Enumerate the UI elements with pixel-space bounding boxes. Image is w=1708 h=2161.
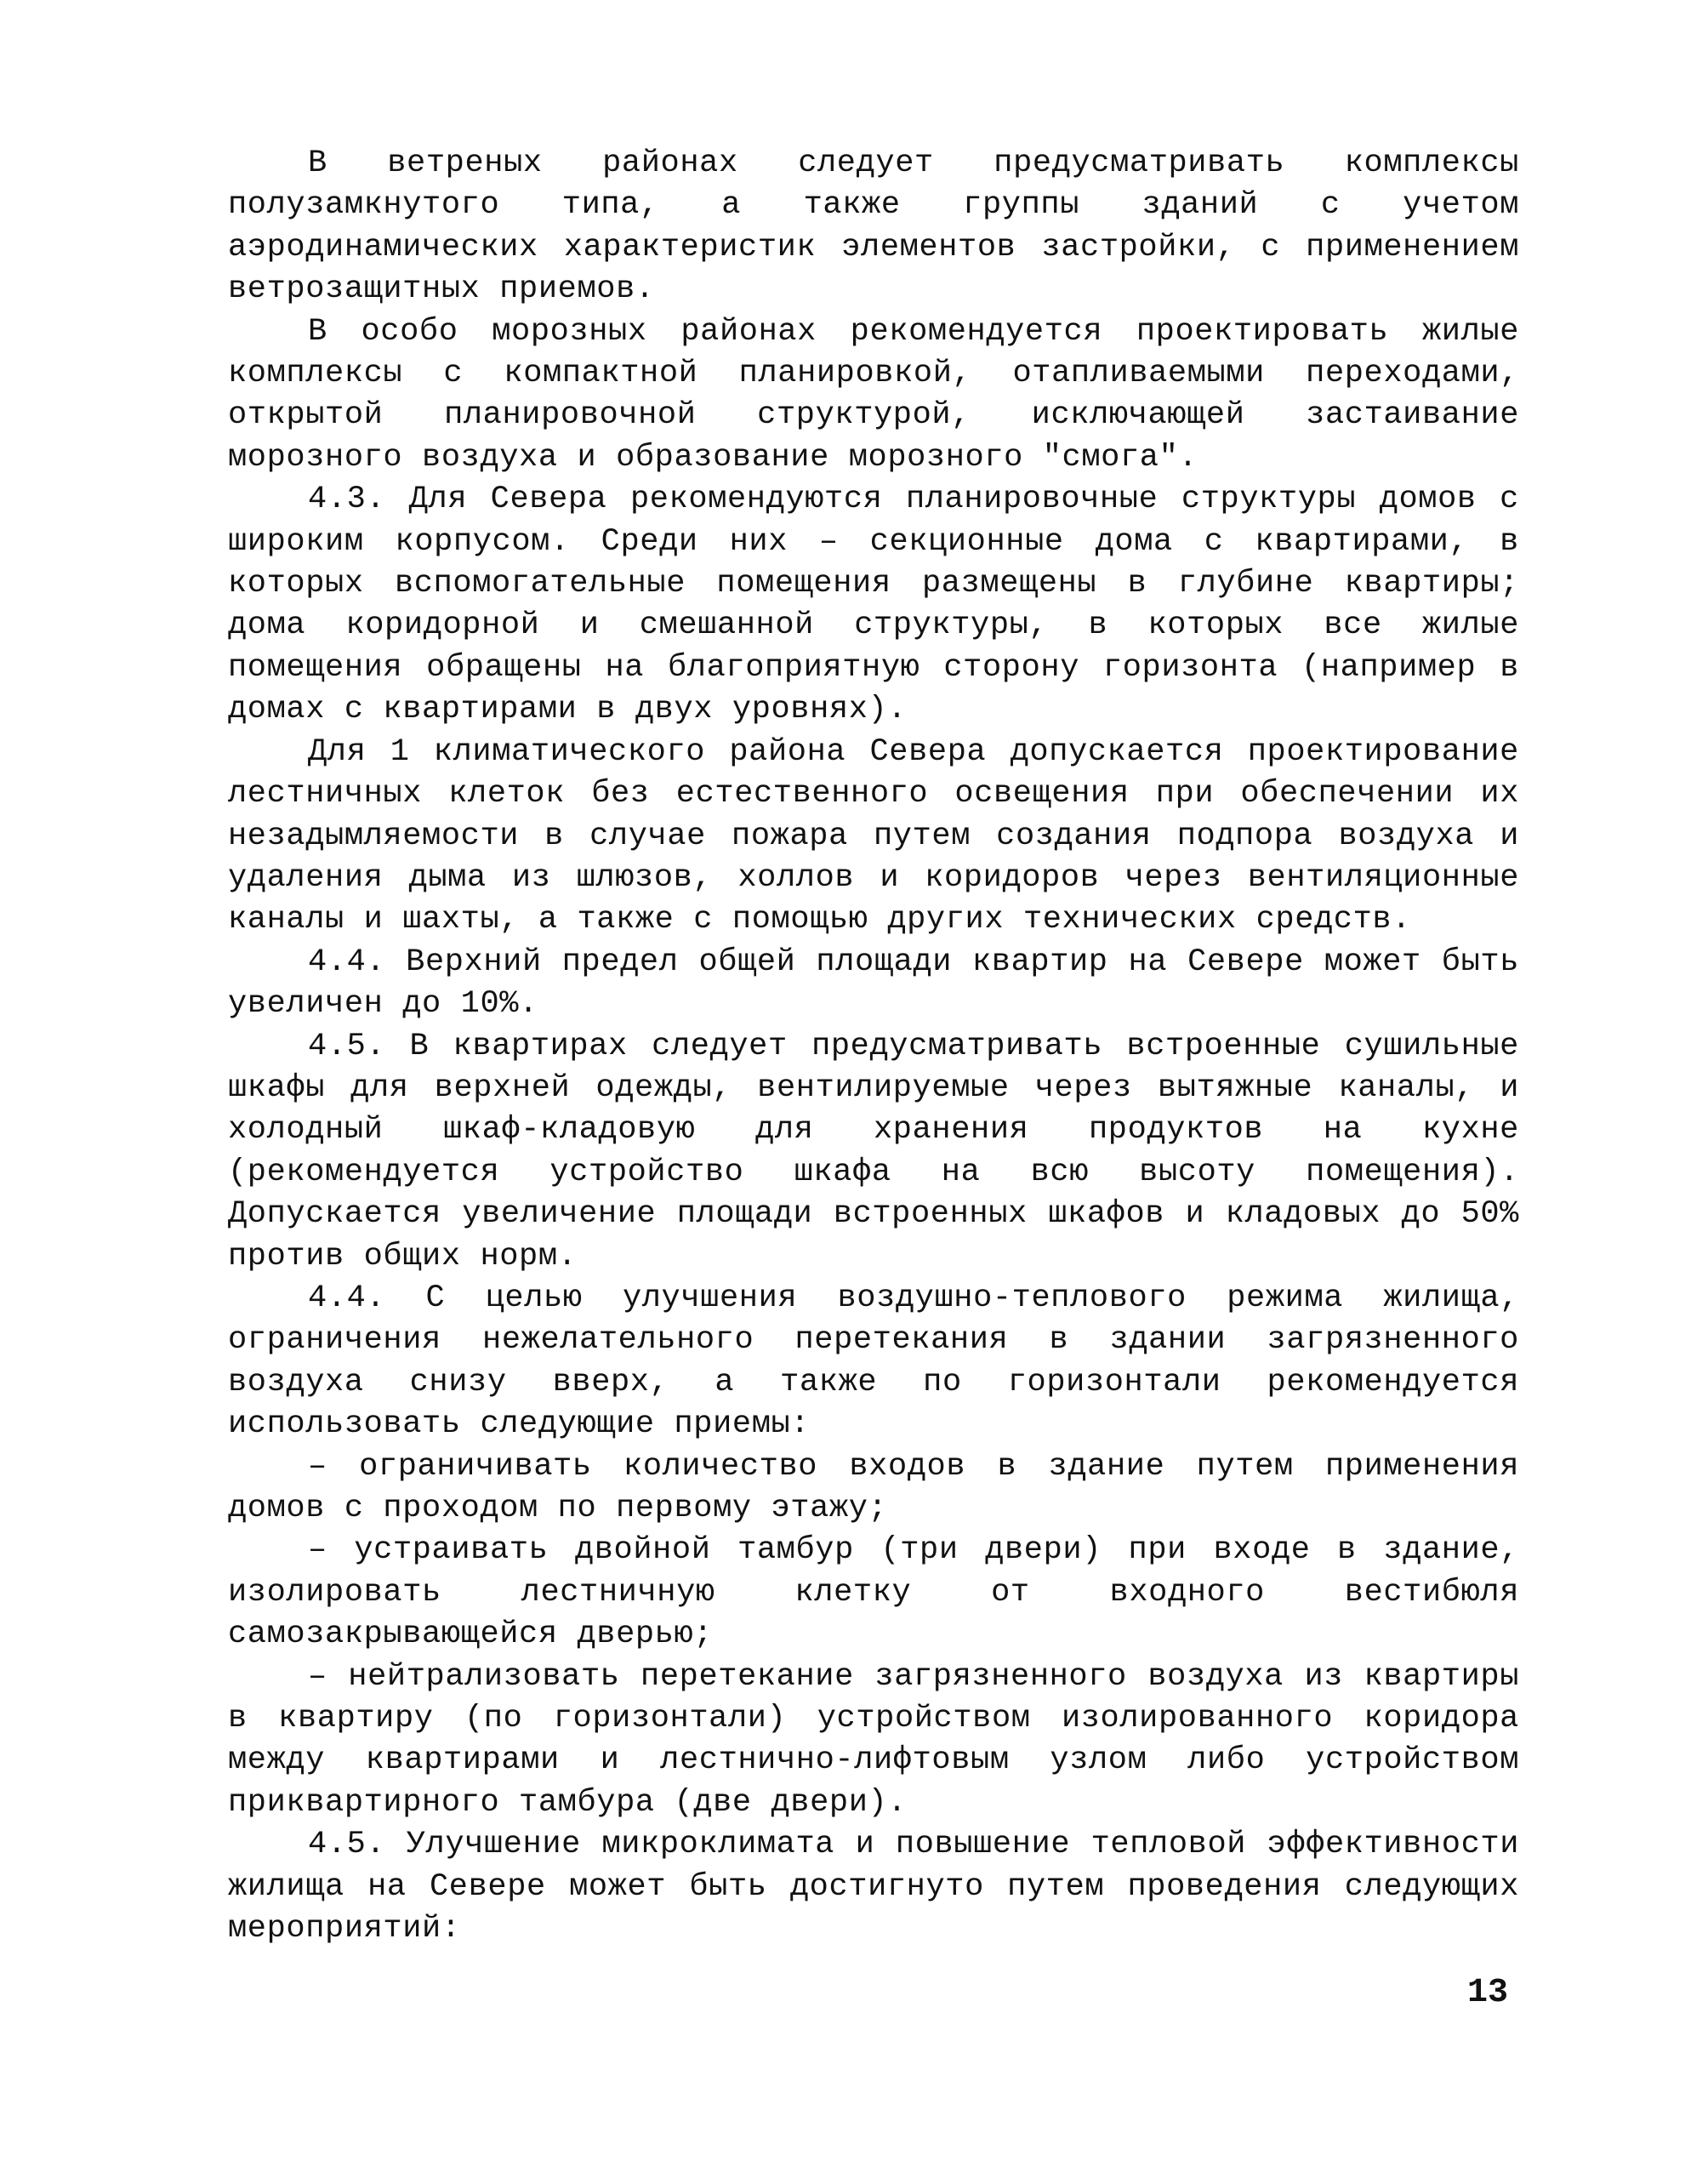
paragraph-4-5-built-in-cabinets: 4.5. В квартирах следует предусматривать встроенные сушильные шкафы для верхней одежды, вентилируемые через вытяжные каналы, и холодный шкаф-кладовую для хранения продуктов на кухне (рекомендуется устройство шкафа на всю высоту помещения). Допускается увеличение площади встроенных шкафов и кладовых до 50% против общих норм. (228, 1028, 1519, 1274)
paragraph-4-3-planning-structures: 4.3. Для Севера рекомендуются планировочные структуры домов с широким корпусом. Среди них – секционные дома с квартирами, в которых вспомогательные помещения размещены в глубине квартиры; дома коридорной и смешанной структуры, в которых все жилые помещения обращены на благоприятную сторону горизонта (например в домах с квартирами в двух уровнях). (228, 482, 1519, 728)
paragraph-4-5-microclimate: 4.5. Улучшение микроклимата и повышение тепловой эффективности жилища на Севере может быть достигнуто путем проведения следующих мероприятий: (228, 1827, 1519, 1947)
body-text (228, 143, 1519, 1950)
page-number: 13 (1467, 1974, 1509, 2012)
list-item-double-vestibule: – устраивать двойной тамбур (три двери) при входе в здание, изолировать лестничную клетку от входного вестибюля самозакрывающейся дверью; (228, 1532, 1519, 1653)
paragraph-4-4-air-thermal-regime: 4.4. С целью улучшения воздушно-теплового режима жилища, ограничения нежелательного перетекания в здании загрязненного воздуха снизу вверх, а также по горизонтали рекомендуется использовать следующие приемы: (228, 1280, 1519, 1443)
paragraph-frosty-districts: В особо морозных районах рекомендуется проектировать жилые комплексы с компактной планировкой, отапливаемыми переходами, открытой планировочной структурой, исключающей застаивание морозного воздуха и образование морозного "смога". (228, 313, 1519, 476)
paragraph-stairwells: Для 1 климатического района Севера допускается проектирование лестничных клеток без естественного освещения при обеспечении их незадымляемости в случае пожара путем создания подпора воздуха и удаления дыма из шлюзов, холлов и коридоров через вентиляционные каналы и шахты, а также с помощью других технических средств. (228, 733, 1519, 938)
paragraph-windy-districts: В ветреных районах следует предусматривать комплексы полузамкнутого типа, а также группы зданий с учетом аэродинамических характеристик элементов застройки, с применением ветрозащитных приемов. (228, 145, 1519, 308)
list-item-neutralize-air-flow: – нейтрализовать перетекание загрязненного воздуха из квартиры в квартиру (по горизонтали) устройством изолированного коридора между квартирами и лестнично-лифтовым узлом либо устройством приквартирного тамбура (две двери). (228, 1658, 1519, 1821)
list-item-limit-entrances: – ограничивать количество входов в здание путем применения домов с проходом по первому этажу; (228, 1448, 1519, 1526)
paragraph-4-4-area-limit: 4.4. Верхний предел общей площади квартир на Севере может быть увеличен до 10%. (228, 944, 1519, 1023)
